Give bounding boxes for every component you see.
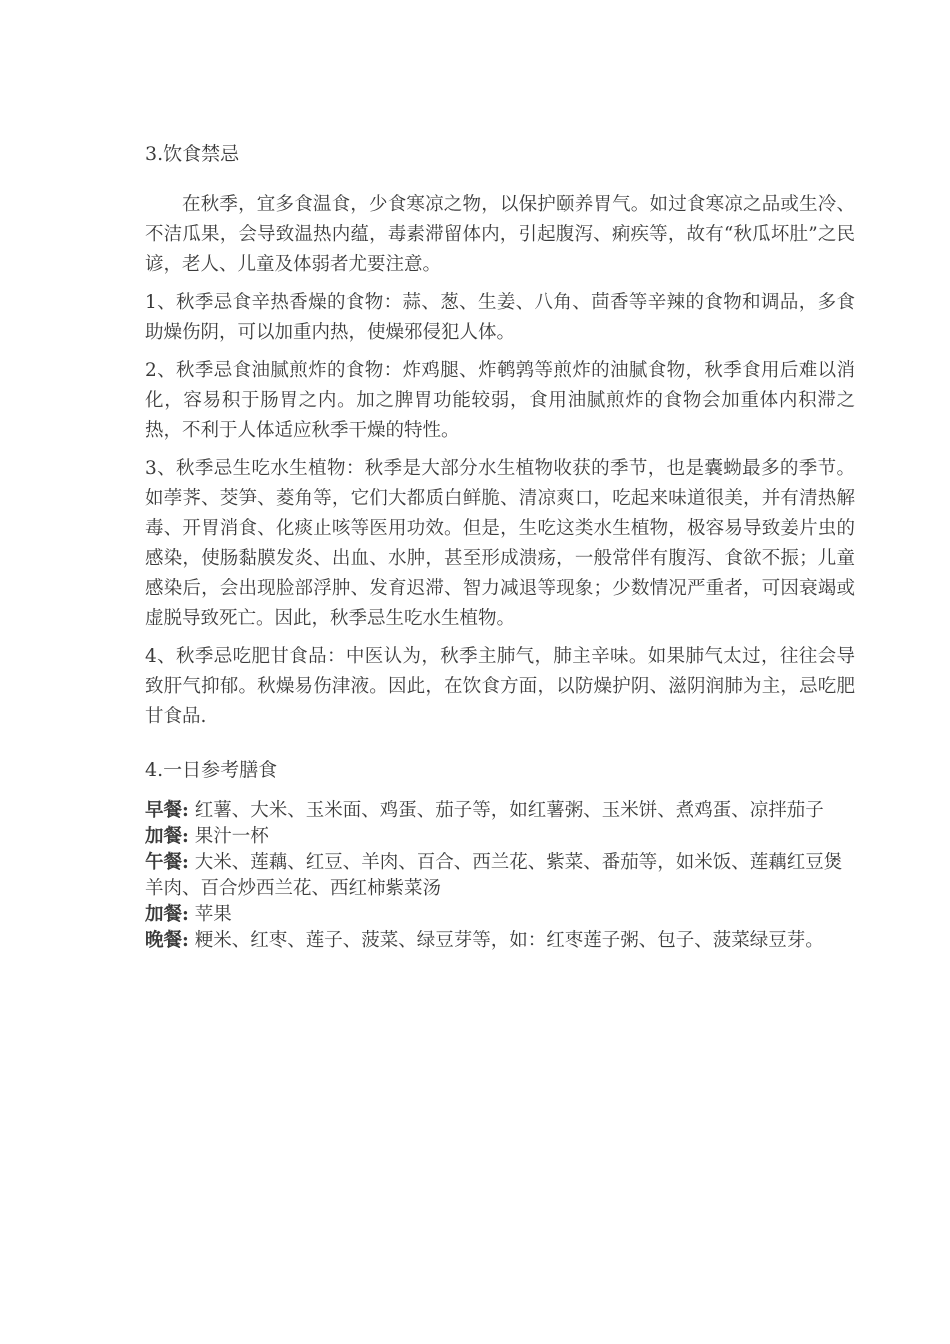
meal-text: 果汁一杯 [188,826,269,847]
taboo-item-2: 2、秋季忌食油腻煎炸的食物：炸鸡腿、炸鹌鹑等煎炸的油腻食物，秋季食用后难以消化，容易积于肠胃之内。加之脾胃功能较弱，食用油腻煎炸的食物会加重体内积滞之热，不利于人体适应秋季干燥的特性。 [145,360,855,441]
section-4-title: 4.一日参考膳食 [145,759,278,781]
section-3-intro: 在秋季，宜多食温食，少食寒凉之物，以保护颐养胃气。如过食寒凉之品或生冷、不洁瓜果，会导致温热内蕴，毒素滞留体内，引起腹泻、痢疾等，故有“秋瓜坏肚”之民谚，老人、儿童及体弱者尤要注意。 [145,194,855,275]
meal-lunch [145,850,855,902]
meal-dinner [145,928,855,954]
taboo-item-3: 3、秋季忌生吃水生植物：秋季是大部分水生植物收获的季节，也是囊蚴最多的季节。如荸荠、茭笋、菱角等，它们大都质白鲜脆、清凉爽口，吃起来味道很美，并有清热解毒、开胃消食、化痰止咳等医用功效。但是，生吃这类水生植物，极容易导致姜片虫的感染，使肠黏膜发炎、出血、水肿，甚至形成溃疡，一般常伴有腹泻、食欲不振；儿童感染后，会出现脸部浮肿、发育迟滞、智力减退等现象；少数情况严重者，可因衰竭或虚脱导致死亡。因此，秋季忌生吃水生植物。 [145,458,855,629]
meal-label: 早餐: [145,800,189,821]
meal-text: 大米、莲藕、红豆、羊肉、百合、西兰花、紫菜、番茄等，如米饭、莲藕红豆煲羊肉、百合炒西兰花、西红柿紫菜汤 [145,852,843,899]
meal-text: 苹果 [188,904,232,925]
meal-snack-1 [145,824,855,850]
section-3-title: 3.饮食禁忌 [145,143,240,165]
meal-breakfast [145,798,855,824]
meal-label: 晚餐: [145,930,189,951]
meal-label: 加餐: [145,826,189,847]
document-body [145,132,855,954]
taboo-item-1: 1、秋季忌食辛热香燥的食物：蒜、葱、生姜、八角、茴香等辛辣的食物和调品，多食助燥伤阴，可以加重内热，使燥邪侵犯人体。 [145,292,855,343]
meal-label: 加餐: [145,904,189,925]
meal-list [145,798,855,954]
meal-text: 红薯、大米、玉米面、鸡蛋、茄子等，如红薯粥、玉米饼、煮鸡蛋、凉拌茄子 [188,800,824,821]
meal-label: 午餐: [145,852,189,873]
meal-text: 粳米、红枣、莲子、菠菜、绿豆芽等，如：红枣莲子粥、包子、菠菜绿豆芽。 [188,930,824,951]
meal-snack-2 [145,902,855,928]
taboo-item-4: 4、秋季忌吃肥甘食品：中医认为，秋季主肺气，肺主辛味。如果肺气太过，往往会导致肝气抑郁。秋燥易伤津液。因此，在饮食方面，以防燥护阴、滋阴润肺为主，忌吃肥甘食品. [145,646,855,727]
